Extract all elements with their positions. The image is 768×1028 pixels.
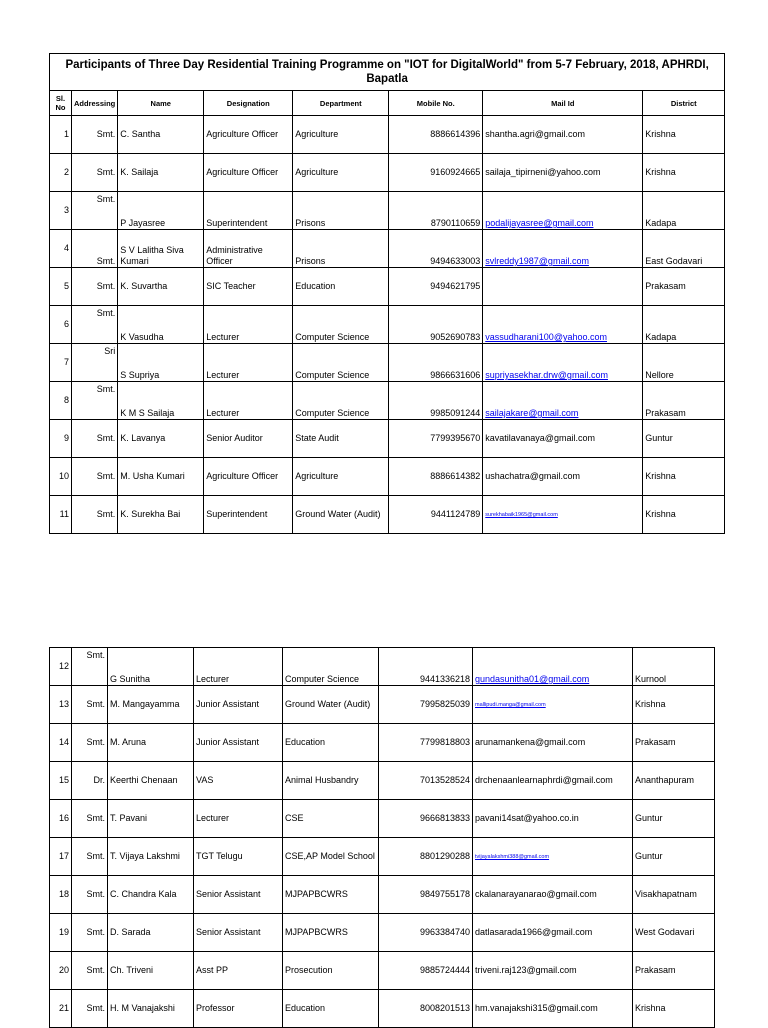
- row-serial-number: 1: [50, 116, 72, 154]
- table-row: [50, 382, 725, 420]
- header-addressing: Addressing: [72, 91, 118, 116]
- row-designation: Senior Auditor: [204, 420, 293, 458]
- row-serial-number: 20: [50, 952, 72, 990]
- row-district: Kadapa: [643, 306, 725, 344]
- row-department: State Audit: [293, 420, 389, 458]
- row-serial-number: 21: [50, 990, 72, 1028]
- row-designation: Senior Assistant: [194, 876, 283, 914]
- row-designation: Agriculture Officer: [204, 116, 293, 154]
- row-email-cell: [483, 116, 643, 154]
- row-name: T. Vijaya Lakshmi: [108, 838, 194, 876]
- row-designation: Agriculture Officer: [204, 458, 293, 496]
- row-email-cell: [473, 762, 633, 800]
- row-serial-number: 2: [50, 154, 72, 192]
- row-district: West Godavari: [633, 914, 715, 952]
- row-mobile: 9494633003: [389, 230, 483, 268]
- row-serial-number: 13: [50, 686, 72, 724]
- row-mobile: 7013528524: [379, 762, 473, 800]
- row-district: Guntur: [633, 838, 715, 876]
- table-row: [50, 990, 715, 1028]
- row-department: CSE: [283, 800, 379, 838]
- row-serial-number: 6: [50, 306, 72, 344]
- row-mobile: 9441336218: [379, 648, 473, 686]
- header-district: District: [643, 91, 725, 116]
- row-mobile: 9866631606: [389, 344, 483, 382]
- table-row: [50, 876, 715, 914]
- row-name: C. Chandra Kala: [108, 876, 194, 914]
- row-department: Computer Science: [293, 344, 389, 382]
- sheet-title: Participants of Three Day Residential Training Programme on "IOT for DigitalWorld" from 5-7 February, 2018, APHRDI, Bapatla: [50, 54, 725, 91]
- row-serial-number: 9: [50, 420, 72, 458]
- row-mobile: 7799818803: [379, 724, 473, 762]
- participants-table-page-2: [49, 647, 715, 1028]
- row-district: Kurnool: [633, 648, 715, 686]
- row-department: Animal Husbandry: [283, 762, 379, 800]
- row-email-cell: [473, 876, 633, 914]
- row-email-cell: [473, 914, 633, 952]
- row-mobile: 9494621795: [389, 268, 483, 306]
- row-department: Prisons: [293, 230, 389, 268]
- row-mobile: 7995825039: [379, 686, 473, 724]
- row-mobile: 9441124789: [389, 496, 483, 534]
- row-designation: Asst PP: [194, 952, 283, 990]
- row-mobile: 7799395670: [389, 420, 483, 458]
- table-row: [50, 952, 715, 990]
- row-mobile: 8886614382: [389, 458, 483, 496]
- email-text: sailaja_tipirneni@yahoo.com: [485, 167, 601, 177]
- table-row: [50, 762, 715, 800]
- row-name: T. Pavani: [108, 800, 194, 838]
- row-serial-number: 11: [50, 496, 72, 534]
- row-district: Ananthapuram: [633, 762, 715, 800]
- row-department: Education: [293, 268, 389, 306]
- row-department: Education: [283, 990, 379, 1028]
- row-department: Agriculture: [293, 116, 389, 154]
- row-district: Guntur: [633, 800, 715, 838]
- table-row: [50, 458, 725, 496]
- row-salutation: Smt.: [72, 876, 108, 914]
- table-row: [50, 154, 725, 192]
- table-row: [50, 116, 725, 154]
- row-mobile: 9849755178: [379, 876, 473, 914]
- email-link[interactable]: surekhabaik1965@gmail.com: [485, 512, 558, 518]
- row-name: H. M Vanajakshi: [108, 990, 194, 1028]
- row-name: D. Sarada: [108, 914, 194, 952]
- row-email-cell: [483, 496, 643, 534]
- table-row: [50, 724, 715, 762]
- row-salutation: Smt.: [72, 154, 118, 192]
- email-text: ushachatra@gmail.com: [485, 471, 580, 481]
- email-text: pavani14sat@yahoo.co.in: [475, 813, 579, 823]
- row-mobile: 8790110659: [389, 192, 483, 230]
- header-sl: Sl. No: [50, 91, 72, 116]
- row-district: Prakasam: [643, 268, 725, 306]
- row-designation: Superintendent: [204, 192, 293, 230]
- row-serial-number: 17: [50, 838, 72, 876]
- row-district: Kadapa: [643, 192, 725, 230]
- email-text: drchenaanlearnaphrdi@gmail.com: [475, 775, 613, 785]
- row-name: Keerthi Chenaan: [108, 762, 194, 800]
- row-mobile: 8008201513: [379, 990, 473, 1028]
- row-designation: VAS: [194, 762, 283, 800]
- row-email-cell: [473, 800, 633, 838]
- row-district: Krishna: [643, 458, 725, 496]
- row-serial-number: 15: [50, 762, 72, 800]
- table-row: [50, 344, 725, 382]
- row-salutation: Smt.: [72, 458, 118, 496]
- email-text: kavatilavanaya@gmail.com: [485, 433, 595, 443]
- table-row: [50, 496, 725, 534]
- email-text: datlasarada1966@gmail.com: [475, 927, 593, 937]
- row-name: C. Santha: [118, 116, 204, 154]
- row-mobile: 9885724444: [379, 952, 473, 990]
- row-name: M. Mangayamma: [108, 686, 194, 724]
- row-department: Prosecution: [283, 952, 379, 990]
- row-department: Ground Water (Audit): [283, 686, 379, 724]
- row-name: S Supriya: [118, 344, 204, 382]
- participants-table-page-1: [49, 53, 725, 534]
- row-district: Krishna: [633, 990, 715, 1028]
- row-mobile: 9666813833: [379, 800, 473, 838]
- header-department: Department: [293, 91, 389, 116]
- row-salutation: Smt.: [72, 496, 118, 534]
- row-district: Krishna: [633, 686, 715, 724]
- row-serial-number: 10: [50, 458, 72, 496]
- row-salutation: Smt.: [72, 192, 118, 230]
- row-email-cell: [473, 648, 633, 686]
- row-serial-number: 14: [50, 724, 72, 762]
- row-district: Guntur: [643, 420, 725, 458]
- row-name: K. Suvartha: [118, 268, 204, 306]
- row-department: CSE,AP Model School: [283, 838, 379, 876]
- row-serial-number: 18: [50, 876, 72, 914]
- table-body-page-2: [50, 648, 715, 1028]
- row-district: Prakasam: [633, 952, 715, 990]
- row-mobile: 8801290288: [379, 838, 473, 876]
- email-link[interactable]: mallipudi.manga@gmail.com: [475, 702, 546, 708]
- email-link[interactable]: svlreddy1987@gmail.com: [485, 256, 589, 266]
- row-serial-number: 3: [50, 192, 72, 230]
- row-mobile: 8886614396: [389, 116, 483, 154]
- row-name: K. Lavanya: [118, 420, 204, 458]
- row-name: K. Sailaja: [118, 154, 204, 192]
- header-mail: Mail Id: [483, 91, 643, 116]
- row-email-cell: [483, 458, 643, 496]
- row-salutation: Smt.: [72, 420, 118, 458]
- row-name: G Sunitha: [108, 648, 194, 686]
- row-designation: Superintendent: [204, 496, 293, 534]
- row-salutation: Smt.: [72, 686, 108, 724]
- table-row: [50, 420, 725, 458]
- table-row: [50, 838, 715, 876]
- row-email-cell: [483, 268, 643, 306]
- row-designation: Lecturer: [194, 648, 283, 686]
- row-email-cell: [483, 230, 643, 268]
- row-designation: TGT Telugu: [194, 838, 283, 876]
- row-email-cell: [483, 420, 643, 458]
- row-salutation: Sri: [72, 344, 118, 382]
- row-district: Prakasam: [633, 724, 715, 762]
- row-department: Computer Science: [283, 648, 379, 686]
- email-text: shantha.agri@gmail.com: [485, 129, 585, 139]
- row-salutation: Smt.: [72, 648, 108, 686]
- table-row: [50, 306, 725, 344]
- row-mobile: 9963384740: [379, 914, 473, 952]
- row-department: Computer Science: [293, 382, 389, 420]
- row-name: K. Surekha Bai: [118, 496, 204, 534]
- row-email-cell: [473, 952, 633, 990]
- email-text: arunamankena@gmail.com: [475, 737, 586, 747]
- email-link[interactable]: gundasunitha01@gmail.com: [475, 674, 590, 684]
- row-district: Prakasam: [643, 382, 725, 420]
- row-salutation: Smt.: [72, 116, 118, 154]
- row-email-cell: [483, 154, 643, 192]
- header-name: Name: [118, 91, 204, 116]
- row-salutation: Smt.: [72, 800, 108, 838]
- row-email-cell: [473, 724, 633, 762]
- table-row: [50, 800, 715, 838]
- row-designation: Lecturer: [204, 344, 293, 382]
- row-name: M. Usha Kumari: [118, 458, 204, 496]
- table-row: [50, 914, 715, 952]
- row-name: S V Lalitha Siva Kumari: [118, 230, 204, 268]
- row-department: Computer Science: [293, 306, 389, 344]
- row-district: Krishna: [643, 154, 725, 192]
- row-mobile: 9052690783: [389, 306, 483, 344]
- header-mobile: Mobile No.: [389, 91, 483, 116]
- table-body-page-1: [50, 116, 725, 534]
- row-name: K Vasudha: [118, 306, 204, 344]
- header-designation: Designation: [204, 91, 293, 116]
- email-link[interactable]: vassudharani100@yahoo.com: [485, 332, 607, 342]
- row-name: P Jayasree: [118, 192, 204, 230]
- row-designation: SIC Teacher: [204, 268, 293, 306]
- row-designation: Lecturer: [204, 306, 293, 344]
- table-row: [50, 192, 725, 230]
- row-salutation: Dr.: [72, 762, 108, 800]
- row-mobile: 9985091244: [389, 382, 483, 420]
- row-serial-number: 12: [50, 648, 72, 686]
- row-salutation: Smt.: [72, 914, 108, 952]
- row-name: M. Aruna: [108, 724, 194, 762]
- header-row: [50, 91, 725, 116]
- row-district: East Godavari: [643, 230, 725, 268]
- row-department: Agriculture: [293, 154, 389, 192]
- row-salutation: Smt.: [72, 268, 118, 306]
- row-designation: Junior Assistant: [194, 686, 283, 724]
- row-serial-number: 19: [50, 914, 72, 952]
- row-serial-number: 16: [50, 800, 72, 838]
- row-email-cell: [473, 990, 633, 1028]
- row-email-cell: [483, 192, 643, 230]
- row-salutation: Smt.: [72, 838, 108, 876]
- row-serial-number: 8: [50, 382, 72, 420]
- email-link[interactable]: podalijayasree@gmail.com: [485, 218, 594, 228]
- row-salutation: Smt.: [72, 990, 108, 1028]
- table-row: [50, 268, 725, 306]
- row-salutation: Smt.: [72, 382, 118, 420]
- row-email-cell: [483, 382, 643, 420]
- table-row: [50, 648, 715, 686]
- row-serial-number: 5: [50, 268, 72, 306]
- row-salutation: Smt.: [72, 306, 118, 344]
- row-department: MJPAPBCWRS: [283, 876, 379, 914]
- row-district: Nellore: [643, 344, 725, 382]
- row-salutation: Smt.: [72, 724, 108, 762]
- email-text: ckalanarayanarao@gmail.com: [475, 889, 597, 899]
- row-designation: Administrative Officer: [204, 230, 293, 268]
- row-designation: Junior Assistant: [194, 724, 283, 762]
- row-serial-number: 4: [50, 230, 72, 268]
- row-district: Krishna: [643, 496, 725, 534]
- table-row: [50, 230, 725, 268]
- row-designation: Agriculture Officer: [204, 154, 293, 192]
- row-serial-number: 7: [50, 344, 72, 382]
- row-designation: Lecturer: [194, 800, 283, 838]
- email-text: hm.vanajakshi315@gmail.com: [475, 1003, 598, 1013]
- row-salutation: Smt.: [72, 952, 108, 990]
- row-email-cell: [473, 838, 633, 876]
- row-designation: Lecturer: [204, 382, 293, 420]
- row-designation: Senior Assistant: [194, 914, 283, 952]
- row-email-cell: [483, 344, 643, 382]
- row-department: Agriculture: [293, 458, 389, 496]
- row-department: MJPAPBCWRS: [283, 914, 379, 952]
- row-name: K M S Sailaja: [118, 382, 204, 420]
- row-name: Ch. Triveni: [108, 952, 194, 990]
- row-mobile: 9160924665: [389, 154, 483, 192]
- table-row: [50, 686, 715, 724]
- row-designation: Professor: [194, 990, 283, 1028]
- row-district: Krishna: [643, 116, 725, 154]
- row-department: Prisons: [293, 192, 389, 230]
- email-link[interactable]: tvijayalakshmi388@gmail.com: [475, 854, 550, 860]
- row-email-cell: [483, 306, 643, 344]
- email-text: triveni.raj123@gmail.com: [475, 965, 577, 975]
- row-email-cell: [473, 686, 633, 724]
- row-salutation: Smt.: [72, 230, 118, 268]
- email-link[interactable]: supriyasekhar.drw@gmail.com: [485, 370, 608, 380]
- row-department: Ground Water (Audit): [293, 496, 389, 534]
- row-department: Education: [283, 724, 379, 762]
- row-district: Visakhapatnam: [633, 876, 715, 914]
- email-link[interactable]: sailajakare@gmail.com: [485, 408, 579, 418]
